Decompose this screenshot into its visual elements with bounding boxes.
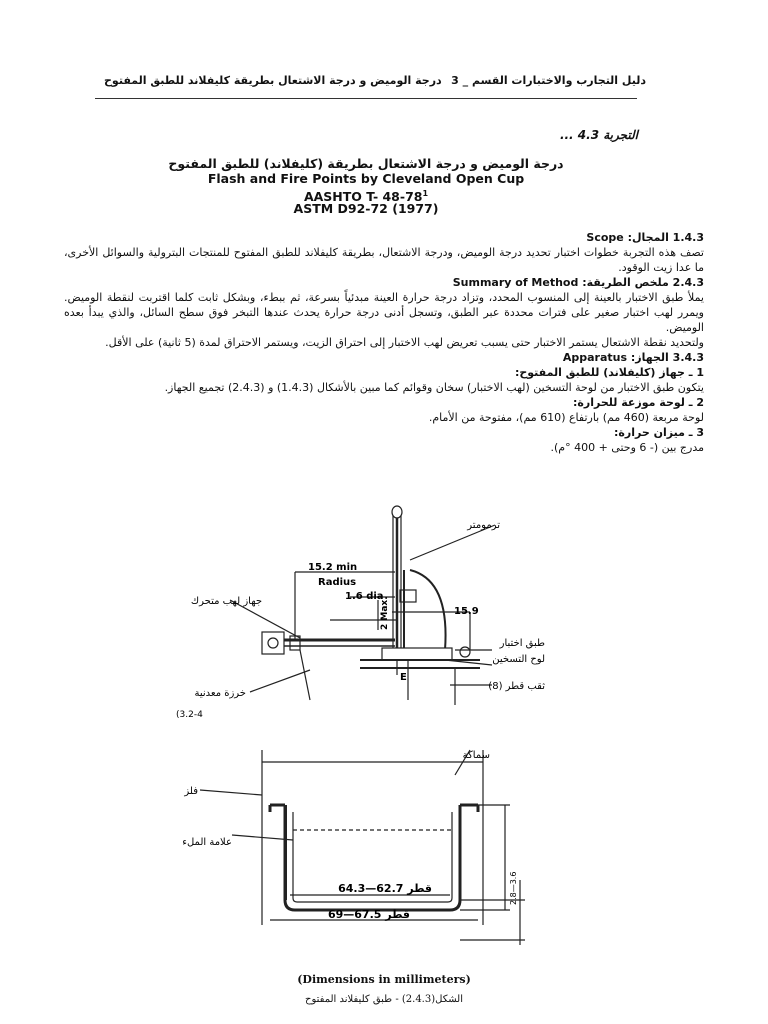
label-test-cup: طبق اختبار <box>499 638 545 649</box>
label-radius-val: 15.2 min <box>308 562 358 573</box>
section-number: التجربة 4.3 ... <box>559 128 638 142</box>
label-d-inner: قطر 62.7—64.3 <box>338 882 432 895</box>
label-max: 2 Max. <box>380 596 390 630</box>
figure-dims-caption: (Dimensions in millimeters) <box>297 973 471 986</box>
label-metal: فلز <box>184 786 198 797</box>
label-heating-plate: لوح التسخين <box>492 654 545 665</box>
label-e: E <box>400 672 407 683</box>
summary-heading: 2.4.3 ملخص الطريقة: Summary of Method <box>452 276 704 289</box>
label-hole: ثقب قطر (8) <box>488 681 545 692</box>
label-torch: جهاز لهب متحرك <box>190 596 262 607</box>
apparatus-heading: 3.4.3 الجهاز: Apparatus <box>562 351 704 364</box>
label-fill-mark: علامة الملء <box>182 837 232 848</box>
figure-caption: الشكل(2.4.3) - طبق كليفلاند المفتوح <box>305 994 463 1005</box>
label-dia: 1.6 dia <box>345 591 384 602</box>
apparatus-item1-text: يتكون طبق الاختبار من لوحة التسخين (لهب الاختبار) سخان وقوائم كما مبين بالأشكال (1.4.3) و (2.4.3) تجميع الجهاز. <box>164 381 704 394</box>
summary-p1: يملأ طبق الاختبار بالعينة إلى المنسوب المحدد، وتزاد درجة حرارة العينة مبدئياً بسرعة، ثم ببطء، وبشكل ثابت كلما اقتربت لنقطة الوميض. ويمرر لهب اختبار صغير على فترات محددة عبر الطبق، وتسجل أدنى درجة حرارة يحدث عندها التبخر فوق سطح السائل، والذي يبدأ بعده الوميض. <box>64 291 704 334</box>
title-astm: ASTM D92-72 (1977) <box>293 201 439 216</box>
label-ref: (3.2-4 <box>176 710 203 720</box>
label-radius: Radius <box>318 577 357 588</box>
aashto-text: AASHTO T- 48-78 <box>303 189 423 205</box>
aashto-sup: 1 <box>422 189 429 198</box>
header-rule <box>95 98 637 99</box>
label-metal-bead: خرزة معدنية <box>194 688 246 699</box>
header-chapter: دليل التجارب والاختبارات القسم _ 3 <box>451 74 646 87</box>
document-body <box>64 230 704 455</box>
apparatus-item1-heading: 1 ـ جهاز (كليفلاند) للطبق المفتوح: <box>514 366 704 379</box>
apparatus-item3-heading: 3 ـ ميزان حرارة: <box>614 426 704 439</box>
title-arabic: درجة الوميض و درجة الاشتعال بطريقة (كليفلاند) للطبق المفتوح <box>168 156 564 171</box>
label-thermometer: ترمومتر <box>467 520 500 531</box>
label-thickness: سماكة <box>462 750 490 761</box>
apparatus-item2-text: لوحة مربعة (460 مم) بارتفاع (610 مم)، مفتوحة من الأمام. <box>428 411 704 424</box>
header-title: درجة الوميض و درجة الاشتعال بطريقة كليفلاند للطبق المفتوح <box>104 74 442 87</box>
label-depth: 2.8—3.6 <box>509 871 518 905</box>
label-d-outer: قطر 67.5—69 <box>327 908 410 921</box>
title-english: Flash and Fire Points by Cleveland Open Cup <box>207 171 525 186</box>
scope-heading: 1.4.3 المجال: Scope <box>586 231 704 244</box>
figure-area <box>0 500 768 1024</box>
apparatus-drawing <box>0 500 768 970</box>
scope-text: تصف هذه التجربة خطوات اختبار تحديد درجة الوميض، ودرجة الاشتعال، بطريقة كليفلاند للطبق المفتوح للمنتجات البترولية والسوائل الأخرى، ما عدا زيت الوقود. <box>64 246 704 274</box>
apparatus-item3-text: مدرج بين (- 6 وحتى + 400 °م). <box>550 441 704 454</box>
summary-p2: ولتحديد نقطة الاشتعال يستمر الاختبار حتى يسبب تعريض لهب الاختبار إلى احتراق الزيت، ويستمر الاحتراق لمدة (5 ثانية) على الأقل. <box>105 336 704 349</box>
label-159: 15.9 <box>454 606 479 617</box>
apparatus-item2-heading: 2 ـ لوحة موزعة للحرارة: <box>573 396 704 409</box>
